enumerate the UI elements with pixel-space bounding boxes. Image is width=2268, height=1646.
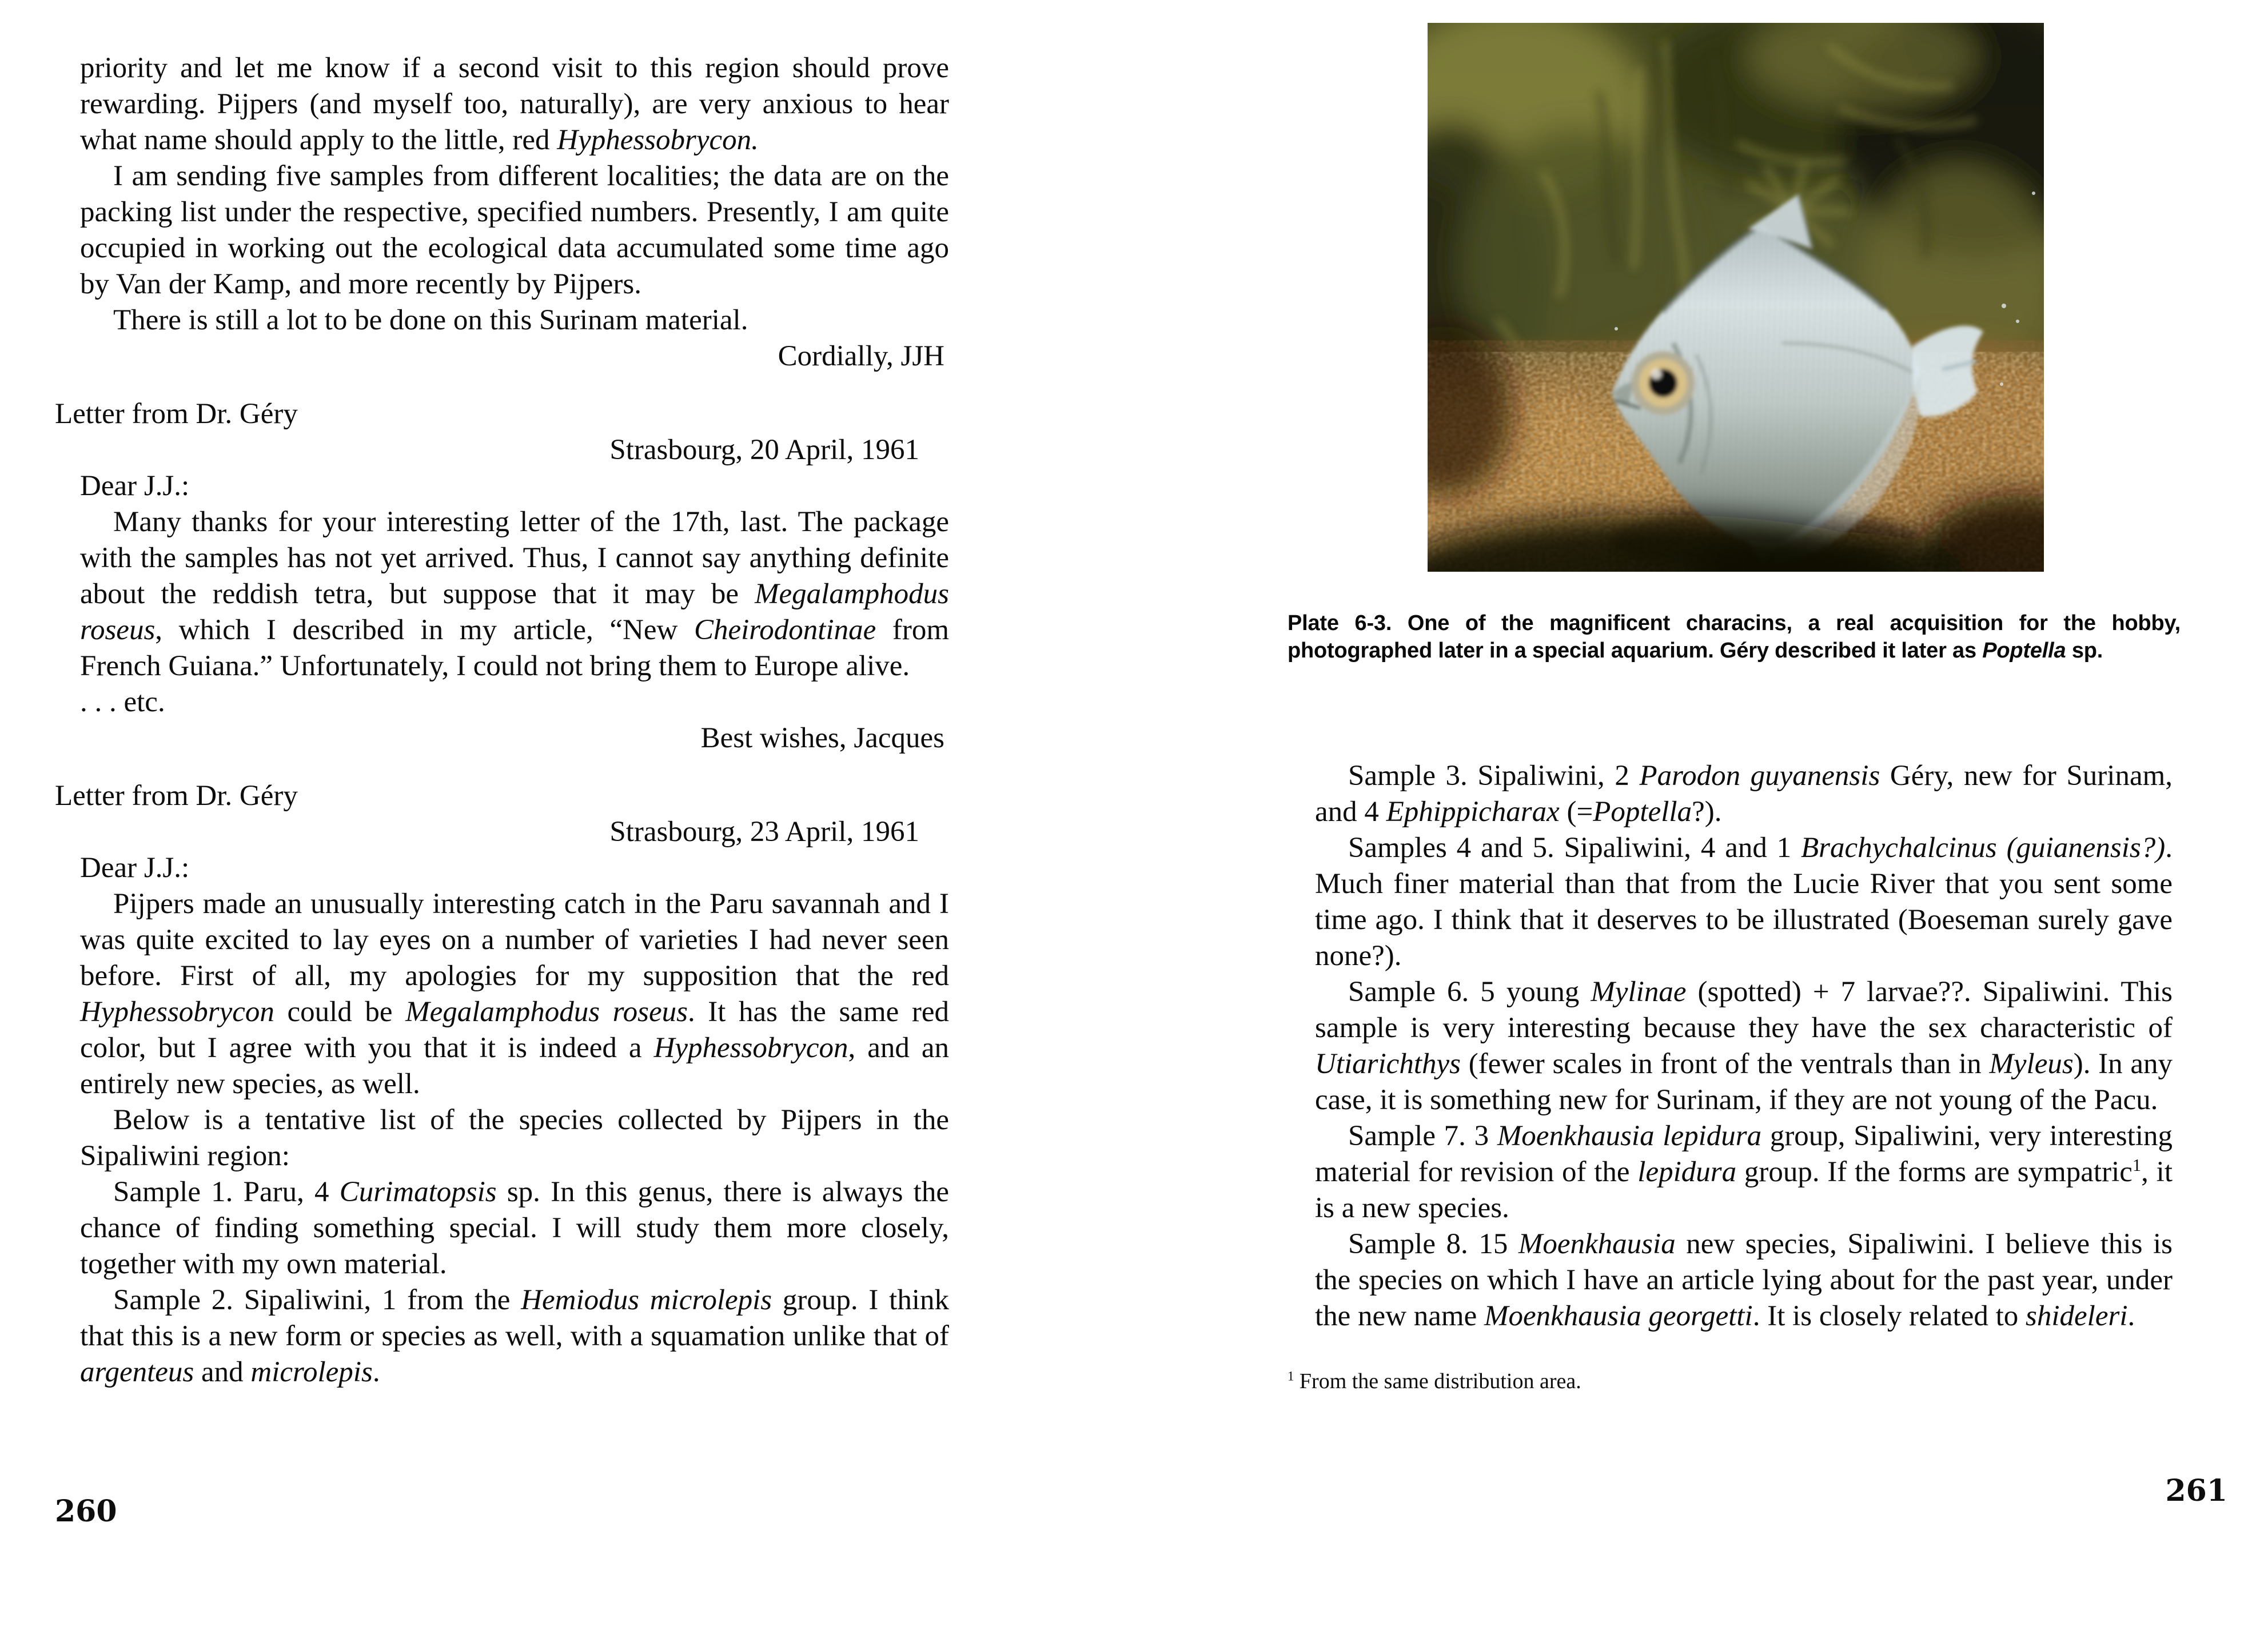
aquarium-photo-illustration <box>1428 23 2044 572</box>
letter-heading: Letter from Dr. Géry <box>55 780 298 812</box>
page-number-right: 261 <box>2165 1473 2227 1508</box>
letter-dateline: Strasbourg, 20 April, 1961 <box>609 434 919 466</box>
paragraph-sample-7: Sample 7. 3 Moenkhausia lepidura group, Sipaliwini, very interesting material for revision of the lepidura group. If the forms are sympatric$^1$, it is a new species. <box>1315 1120 2173 1224</box>
paragraph-continuation: priority and let me know if a second visit to this region should prove rewarding. Pijpers (and myself too, naturally), are very anxious to hear what name should apply to the little, red Hyphessobrycon. <box>80 52 949 156</box>
paragraph-surinam-material: There is still a lot to be done on this Surinam material. <box>113 304 748 336</box>
aquarium-photo <box>1428 23 2044 572</box>
footnote: $^1$ From the same distribution area. <box>1288 1369 1581 1393</box>
page-top-text-block <box>80 50 949 374</box>
letter-closing-jacques: Best wishes, Jacques <box>700 722 944 754</box>
letter-body <box>80 814 949 1390</box>
paragraph-pijpers-catch: Pijpers made an unusually interesting catch in the Paru savannah and I was quite excited to lay eyes on a number of varieties I had never seen before. First of all, my apologies for my supposition that the red Hyphessobrycon could be Megalamphodus roseus. It has the same red color, but I agree with you that it is indeed a Hyphessobrycon, and an entirely new species, as well. <box>80 888 949 1100</box>
paragraph-many-thanks: Many thanks for your interesting letter of the 17th, last. The package with the samples has not yet arrived. Thus, I cannot say anything definite about the reddish tetra, but suppose that it may be Megalamphodus roseus, which I described in my article, “New Cheirodontinae from French Guiana.” Unfortunately, I could not bring them to Europe alive. <box>80 506 950 682</box>
letter-gery-23-april <box>55 778 949 1390</box>
letter-body <box>80 432 949 756</box>
letter-salutation: Dear J.J.: <box>80 852 190 884</box>
etc-line: . . . etc. <box>80 686 165 718</box>
plate-caption: Plate 6-3. One of the magnificent characins, a real acquisition for the hobby, photographed later in a special aquarium. Géry described it later as Poptella sp. <box>1288 611 2181 663</box>
paragraph-sending-samples: I am sending five samples from different localities; the data are on the packing list under the respective, specified numbers. Presently, I am quite occupied in working out the ecological data accumulated some time ago by Van der Kamp, and more recently by Pijpers. <box>80 160 949 300</box>
letter-continuation-body <box>1315 758 2173 1334</box>
paragraph-sample-3: Sample 3. Sipaliwini, 2 Parodon guyanensis Géry, new for Surinam, and 4 Ephippicharax (=Poptella?). <box>1315 760 2173 828</box>
paragraph-samples-4-5: Samples 4 and 5. Sipaliwini, 4 and 1 Brachychalcinus (guianensis?). Much finer material than that from the Lucie River that you sent some time ago. I think that it deserves to be illustrated (Boeseman surely gave none?). <box>1315 832 2173 972</box>
letter-dateline: Strasbourg, 23 April, 1961 <box>609 816 919 848</box>
paragraph-tentative-list: Below is a tentative list of the species collected by Pijpers in the Sipaliwini region: <box>80 1104 949 1172</box>
plate-6-3 <box>1288 23 2230 664</box>
left-page <box>55 50 950 1529</box>
paragraph-sample-6: Sample 6. 5 young Mylinae (spotted) + 7 larvae??. Sipaliwini. This sample is very interesting because they have the sex characteristic of Utiarichthys (fewer scales in front of the ventrals than in Myleus). In any case, it is something new for Surinam, if they are not young of the Pacu. <box>1315 976 2173 1116</box>
right-page <box>1288 23 2230 1624</box>
page-number-left: 260 <box>55 1494 117 1529</box>
paragraph-sample-8: Sample 8. 15 Moenkhausia new species, Sipaliwini. I believe this is the species on which I have an article lying about for the past year, under the new name Moenkhausia georgetti. It is closely related to shideleri. <box>1315 1228 2173 1332</box>
letter-closing-jjh: Cordially, JJH <box>778 340 944 372</box>
paragraph-sample-2: Sample 2. Sipaliwini, 1 from the Hemiodus microlepis group. I think that this is a new form or species as well, with a squamation unlike that of argenteus and microlepis. <box>80 1284 949 1388</box>
fish-eye-highlight <box>1651 369 1661 379</box>
letter-salutation: Dear J.J.: <box>80 470 190 502</box>
paragraph-sample-1: Sample 1. Paru, 4 Curimatopsis sp. In this genus, there is always the chance of finding something special. I will study them more closely, together with my own material. <box>80 1176 949 1280</box>
letter-gery-20-april <box>55 396 949 756</box>
letter-heading: Letter from Dr. Géry <box>55 398 298 430</box>
